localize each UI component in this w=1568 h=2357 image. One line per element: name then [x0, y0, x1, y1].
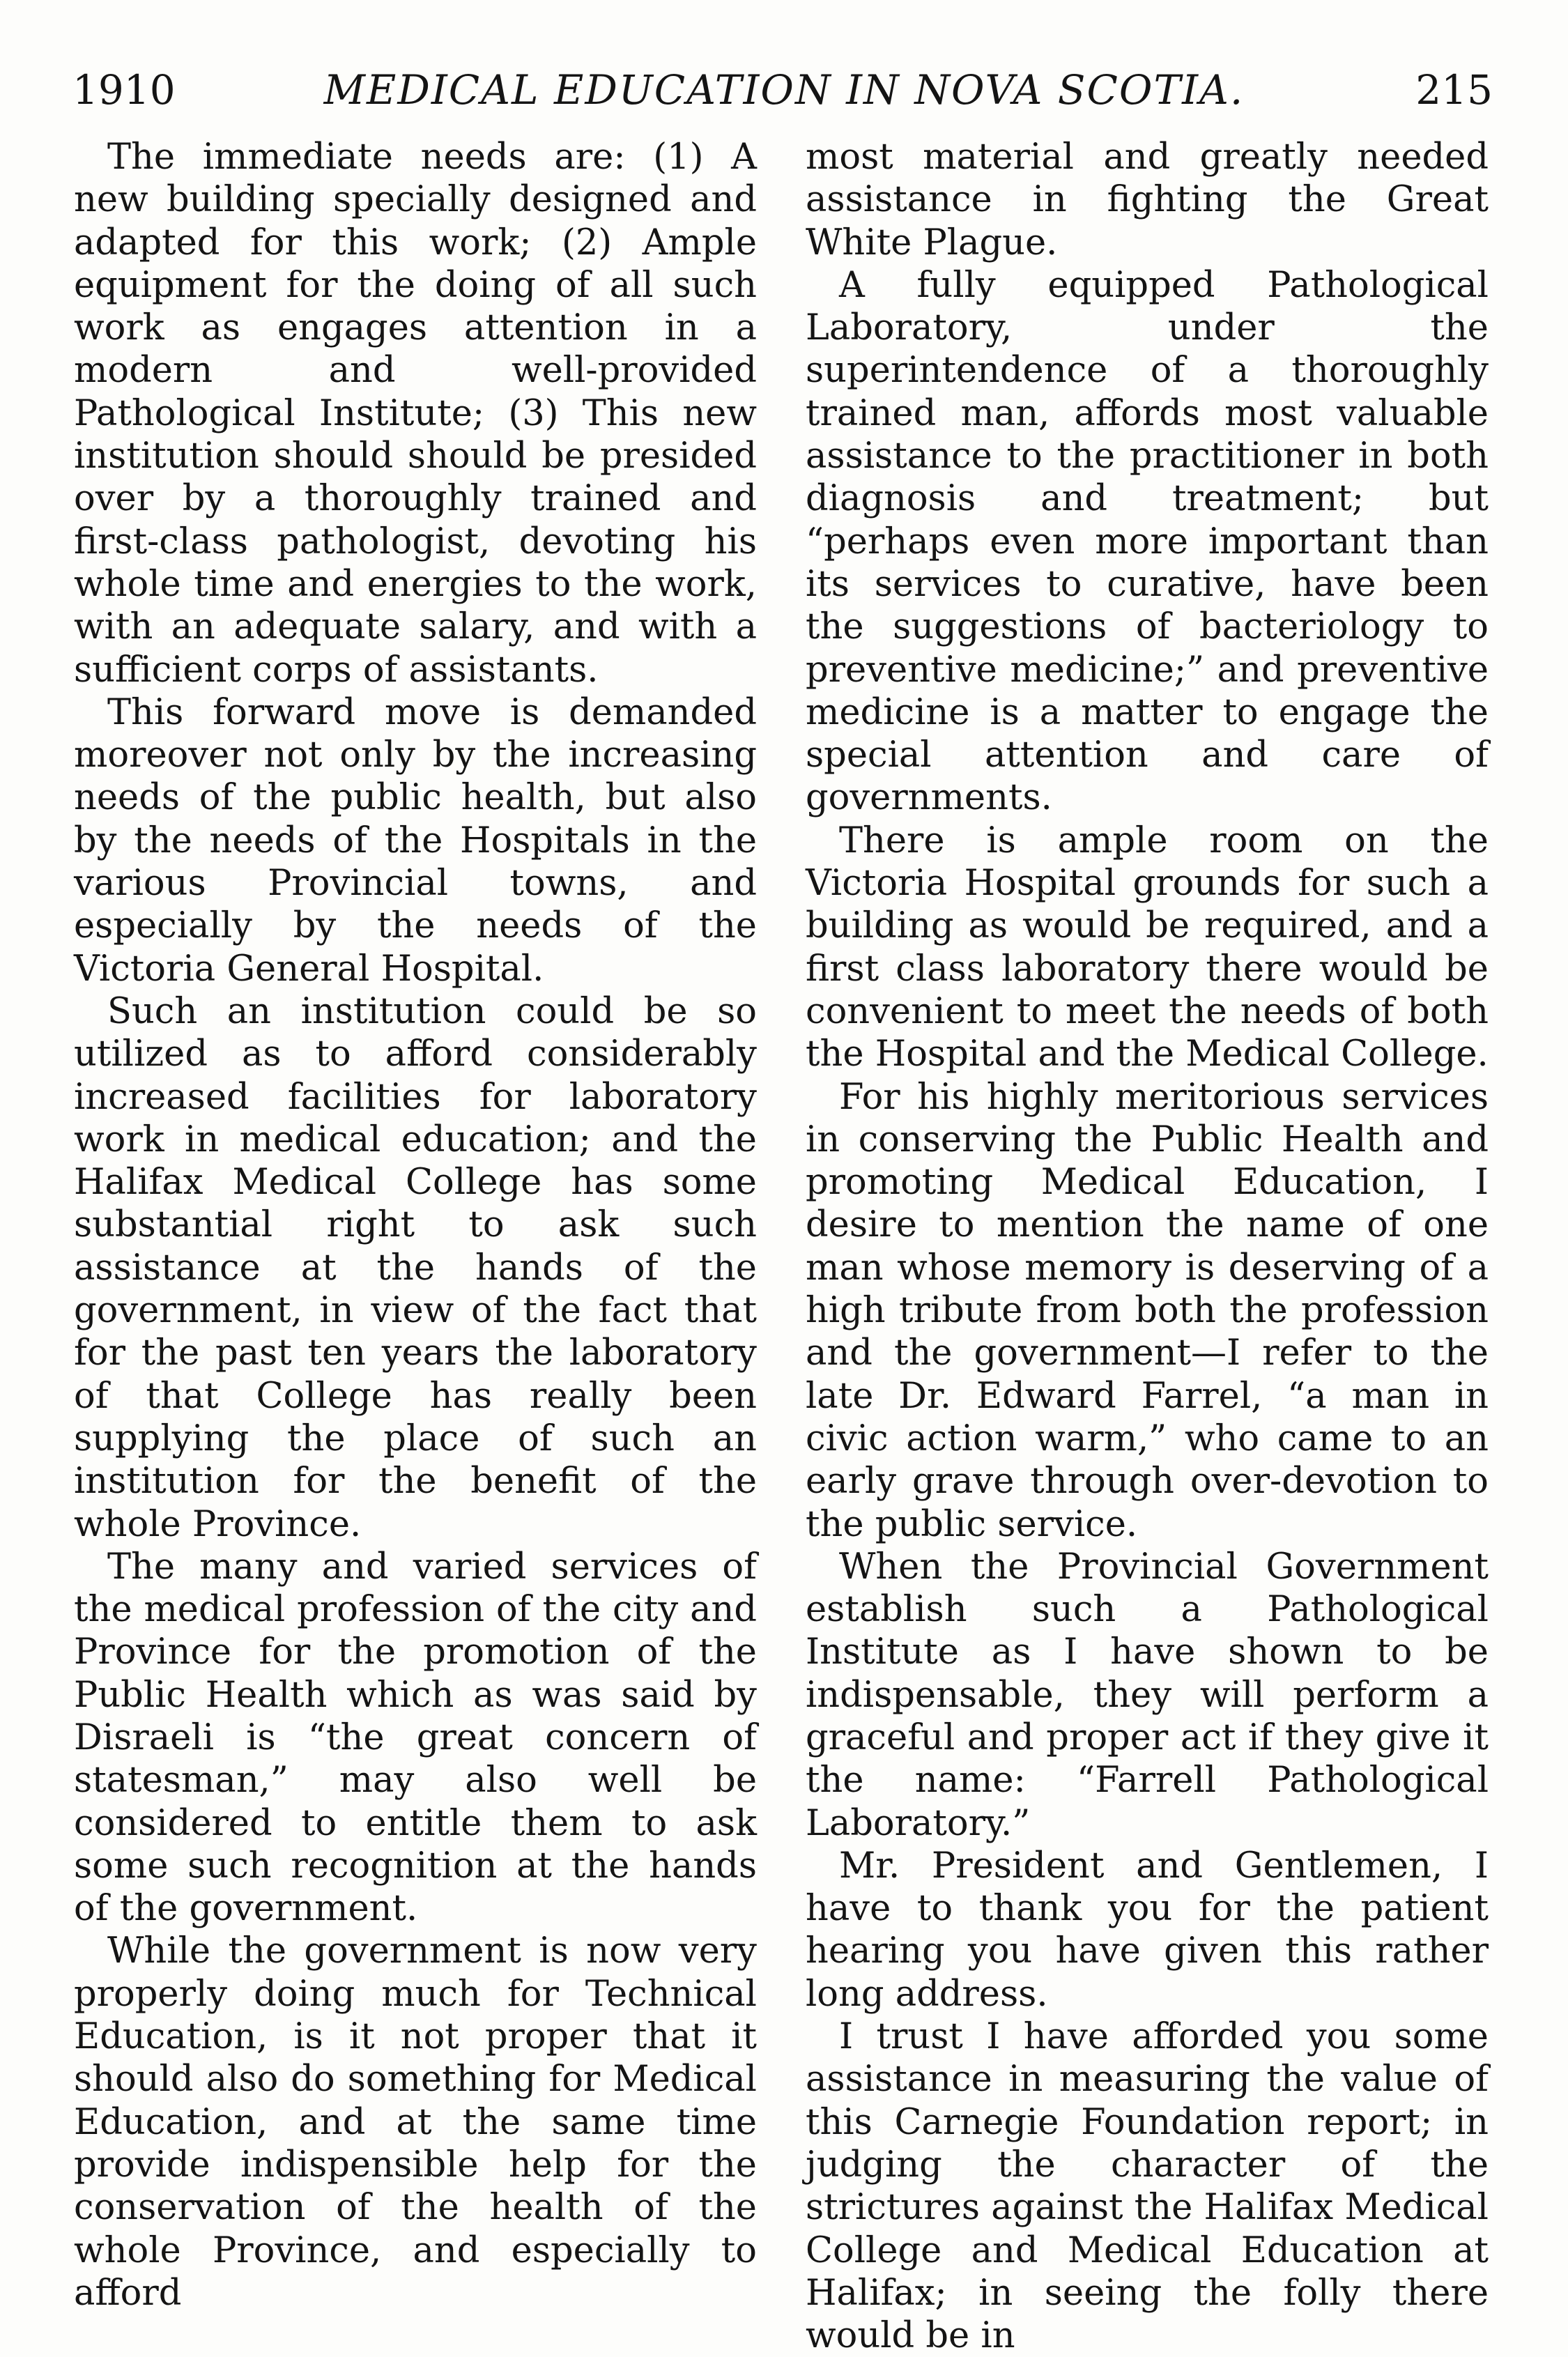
paragraph: Such an institution could be so utilized as to afford considerably increased facilities for laboratory work in medical education; and the Halifax Medical College has some substantial right to ask such assistance at the hands of the government, in view of the fact that for the past ten years the laboratory of that College has really been supplying the place of such an institution for the benefit of the whole Province.	[74, 990, 757, 1545]
paragraph: A fully equipped Pathological Laboratory, under the superintendence of a thoroughly trained man, affords most valuable assistance to the practitioner in both diagnosis and treatment; but “perhaps even more important than its services to curative, have been the suggestions of bacteriology to preventive medicine;” and preventive medicine is a matter to engage the special attention and care of governments.	[806, 264, 1489, 819]
paragraph: While the government is now very properly doing much for Technical Education, is it not proper that it should also do something for Medical Education, and at the same time provide indispensible help for the conservation of the health of the whole Province, and especially to afford	[74, 1930, 757, 2314]
paragraph: This forward move is demanded moreover not only by the increasing needs of the public health, but also by the needs of the Hospitals in the various Provincial towns, and especially by the needs of the Victoria General Hospital.	[74, 691, 757, 990]
running-header	[0, 59, 1568, 121]
paragraph: most material and greatly needed assistance in fighting the Great White Plague.	[806, 137, 1489, 263]
paragraph: For his highly meritorious services in conserving the Public Health and promoting Medical Education, I desire to mention the name of one man whose memory is deserving of a high tribute from both the profession and the government—I refer to the late Dr. Edward Farrel, “a man in civic action warm,” who came to an early grave through over-devotion to the public service.	[806, 1076, 1489, 1545]
right-column	[806, 136, 1489, 2357]
paragraph: The many and varied services of the medical profession of the city and Province for the promotion of the Public Health which as was said by Disraeli is “the great concern of statesman,” may also well be considered to entitle them to ask some such recognition at the hands of the government.	[74, 1546, 757, 1930]
header-title: MEDICAL EDUCATION IN NOVA SCOTIA.	[323, 66, 1245, 114]
paragraph: There is ample room on the Victoria Hospital grounds for such a building as would be required, and a first class laboratory there would be convenient to meet the needs of both the Hospital and the Medical College.	[806, 820, 1489, 1075]
page-number: 215	[1415, 66, 1493, 114]
paragraph: Mr. President and Gentlemen, I have to thank you for the patient hearing you have given this rather long address.	[806, 1845, 1489, 2015]
paragraph: The immediate needs are: (1) A new building specially designed and adapted for this work; (2) Ample equipment for the doing of all such work as engages attention in a modern and well-provided Pathological Institute; (3) This new institution should should be presided over by a thoroughly trained and first-class pathologist, devoting his whole time and energies to the work, with an adequate salary, and with a sufficient corps of assistants.	[74, 137, 757, 691]
paragraph: I trust I have afforded you some assistance in measuring the value of this Carnegie Foundation report; in judging the character of the strictures against the Halifax Medical College and Medical Education at Halifax; in seeing the folly there would be in	[806, 2016, 1489, 2357]
paragraph: When the Provincial Government establish such a Pathological Institute as I have shown to be indispensable, they will perform a graceful and proper act if they give it the name: “Farrell Pathological Laboratory.”	[806, 1546, 1489, 1844]
left-column	[74, 136, 757, 2314]
header-year: 1910	[72, 66, 176, 114]
